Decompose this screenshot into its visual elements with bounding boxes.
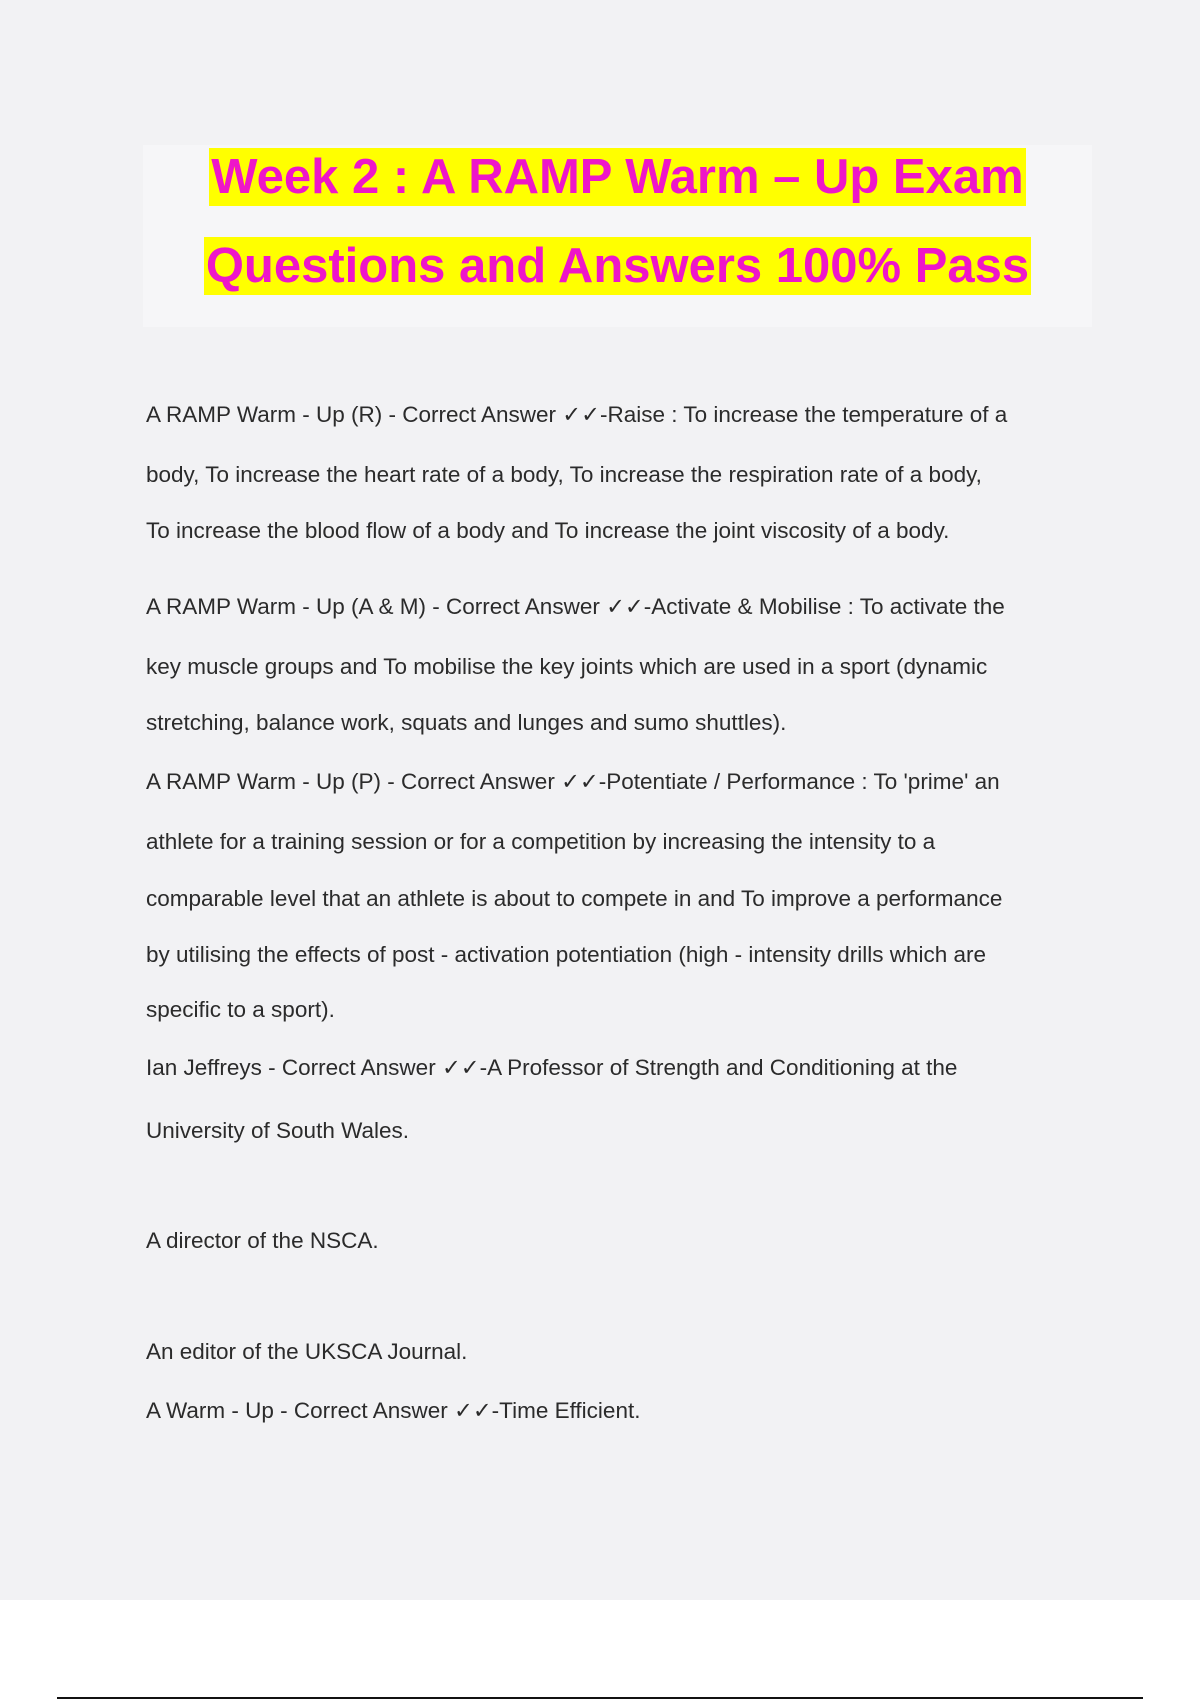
body-line: A RAMP Warm - Up (P) - Correct Answer ✓✓-Potentiate / Performance : To 'prime' an [146,769,1000,794]
body-line: A RAMP Warm - Up (R) - Correct Answer ✓✓-Raise : To increase the temperature of a [146,402,1008,427]
body-line: stretching, balance work, squats and lunges and sumo shuttles). [146,710,787,735]
body-line: athlete for a training session or for a competition by increasing the intensity to a [146,829,936,854]
body-line: key muscle groups and To mobilise the key joints which are used in a sport (dynamic [146,654,988,679]
body-line: specific to a sport). [146,997,335,1022]
body-line: comparable level that an athlete is about to compete in and To improve a performance [146,886,1003,911]
body-line: A RAMP Warm - Up (A & M) - Correct Answer ✓✓-Activate & Mobilise : To activate the [146,594,1005,619]
body-line: A director of the NSCA. [146,1228,379,1253]
body-line: University of South Wales. [146,1118,410,1143]
footer-divider [57,1697,1143,1699]
body-line: by utilising the effects of post - activation potentiation (high - intensity drills which are [146,942,987,967]
document-title-line-1: Week 2 : A RAMP Warm – Up Exam [211,150,1024,204]
title-block [143,145,1092,327]
body-line: To increase the blood flow of a body and To increase the joint viscosity of a body. [146,518,950,543]
body-line: body, To increase the heart rate of a body, To increase the respiration rate of a body, [146,462,982,487]
document-title-line-2: Questions and Answers 100% Pass [205,239,1030,293]
body-line: Ian Jeffreys - Correct Answer ✓✓-A Professor of Strength and Conditioning at the [146,1055,958,1080]
body-line: A Warm - Up - Correct Answer ✓✓-Time Efficient. [146,1398,641,1423]
body-line: An editor of the UKSCA Journal. [146,1339,468,1364]
